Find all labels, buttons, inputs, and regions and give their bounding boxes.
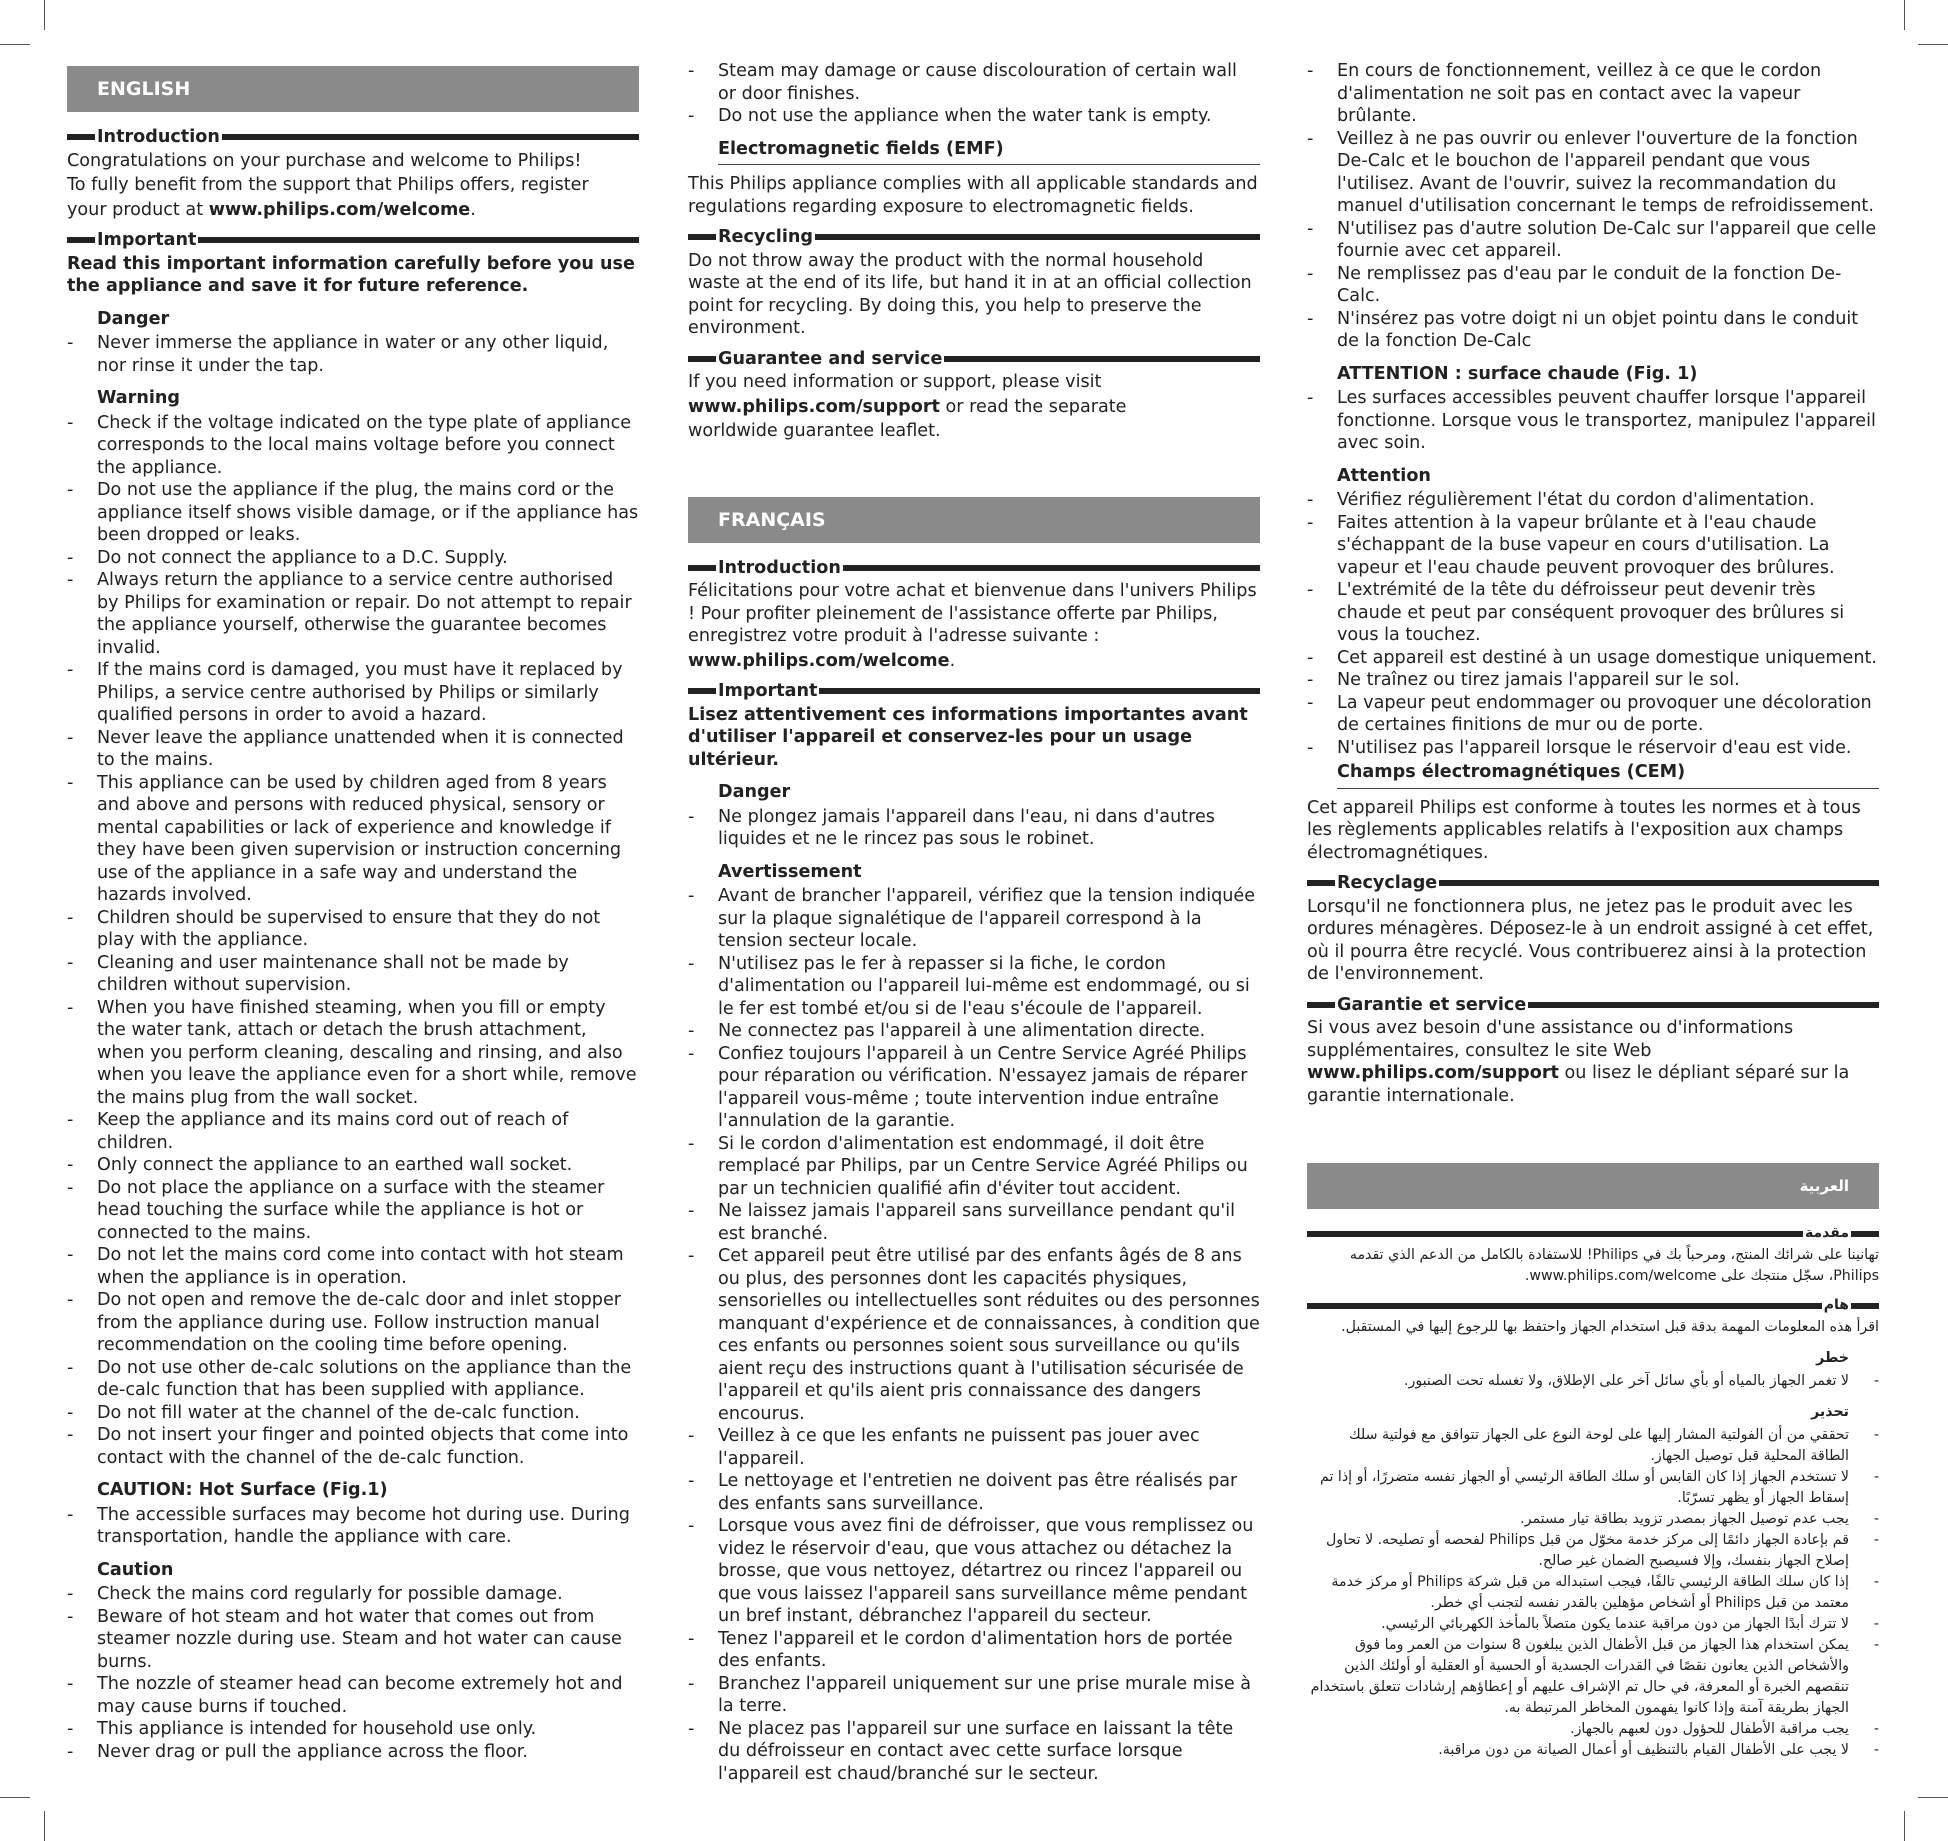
list-item: - This appliance can be used by children aged from 8 years and above and persons with reduced physical, sensory or mental capabilities or lack of experience and knowledge if they have been given supervision or instruction concerning use of the appliance in a safe way and understand the hazards involved. bbox=[67, 772, 639, 907]
attention-hot-list bbox=[1307, 387, 1879, 455]
subheading-warning: Warning bbox=[97, 388, 181, 408]
important-text-ar: اقرأ هذه المعلومات المهمة بدقة قبل استخدام الجهاز واحتفظ بها للرجوع إليها في المستقبل. bbox=[1341, 1319, 1879, 1335]
list-item: - Do not use the appliance if the plug, the mains cord or the appliance itself shows visible damage, or if the appliance has been dropped or leaks. bbox=[67, 479, 639, 547]
heading-guarantee: Guarantee and service bbox=[688, 348, 1260, 371]
arabic-content bbox=[1307, 1223, 1879, 1761]
attention-list bbox=[1307, 489, 1879, 759]
list-item: - Ne connectez pas l'appareil à une alimentation directe. bbox=[688, 1020, 1260, 1043]
subheading-danger-ar: خطر bbox=[1816, 1350, 1849, 1366]
warning-list-fr-continued bbox=[1307, 60, 1879, 353]
list-item: - Do not connect the appliance to a D.C. Supply. bbox=[67, 547, 639, 570]
list-item: - Faites attention à la vapeur brûlante et à l'eau chaude s'échappant de la buse vapeur en cours d'utilisation. La vapeur et l'eau chaude peuvent provoquer des brûlures. bbox=[1307, 512, 1879, 580]
list-item: - Les surfaces accessibles peuvent chauffer lorsque l'appareil fonctionne. Lorsque vous le transportez, manipulez l'appareil avec soin. bbox=[1307, 387, 1879, 455]
list-item: - Avant de brancher l'appareil, vérifiez que la tension indiquée sur la plaque signalétique de l'appareil correspond à la tension secteur locale. bbox=[688, 885, 1260, 953]
list-item: - La vapeur peut endommager ou provoquer une décoloration de certaines finitions de mur ou de porte. bbox=[1307, 692, 1879, 737]
warning-list bbox=[67, 412, 639, 1470]
list-item: - Never leave the appliance unattended when it is connected to the mains. bbox=[67, 727, 639, 772]
list-item: - لا تغمر الجهاز بالمياه أو بأي سائل آخر على الإطلاق، ولا تغسله تحت الصنبور. bbox=[1307, 1371, 1879, 1392]
emf-text: This Philips appliance complies with all applicable standards and regulations regarding exposure to electromagnetic fields. bbox=[688, 174, 1258, 217]
subheading-caution-hot-surface: CAUTION: Hot Surface (Fig.1) bbox=[97, 1480, 388, 1500]
warning-list-ar bbox=[1307, 1425, 1879, 1761]
crop-mark bbox=[1918, 44, 1948, 45]
subheading-warning-fr: Avertissement bbox=[718, 861, 862, 882]
list-item: - Cet appareil peut être utilisé par des enfants âgés de 8 ans ou plus, des personnes dont les capacités physiques, sensorielles ou intellectuelles sont réduites ou des personnes manquant d'expérience et de connaissances, à condition que ces enfants ou personnes soient sous surveillance ou qu'ils aient reçu des instructions quant à l'utilisation sécurisée de l'appareil et qu'ils aient pris connaissance des dangers encourus. bbox=[688, 1245, 1260, 1425]
list-item: - Beware of hot steam and hot water that comes out from steamer nozzle during use. Steam and hot water can cause burns. bbox=[67, 1606, 639, 1674]
danger-list bbox=[67, 332, 639, 377]
recycling-text: Do not throw away the product with the normal household waste at the end of its life, but hand it in at an official collection point for recycling. By doing this, you help to preserve the environment. bbox=[688, 250, 1252, 338]
list-item: - N'utilisez pas d'autre solution De-Calc sur l'appareil que celle fournie avec cet appareil. bbox=[1307, 218, 1879, 263]
list-item: - Do not fill water at the channel of the de-calc function. bbox=[67, 1402, 639, 1425]
list-item: - Do not place the appliance on a surface with the steamer head touching the surface while the appliance is hot or connected to the mains. bbox=[67, 1177, 639, 1245]
caution-list-continued bbox=[688, 60, 1260, 128]
subheading-attention-hot: ATTENTION : surface chaude (Fig. 1) bbox=[1337, 363, 1698, 384]
intro-line: Congratulations on your purchase and welcome to Philips! bbox=[67, 150, 582, 171]
list-item: - إذا كان سلك الطاقة الرئيسي تالفًا، فيجب استبداله من قبل شركة Philips أو مركز خدمة معتمد من قبل Philips أو أشخاص مؤهلين بالقدر نفسه لتجنب أي خطر. bbox=[1307, 1572, 1879, 1614]
list-item: - Cet appareil est destiné à un usage domestique uniquement. bbox=[1307, 647, 1879, 670]
list-item: - Check the mains cord regularly for possible damage. bbox=[67, 1583, 639, 1606]
crop-mark bbox=[1918, 1797, 1948, 1798]
list-item: - Never drag or pull the appliance across the floor. bbox=[67, 1741, 639, 1764]
heading-recyclage: Recyclage bbox=[1307, 872, 1879, 895]
intro-text-fr: Félicitations pour votre achat et bienvenue dans l'univers Philips ! Pour profiter pleinement de l'assistance offerte par Philips, enregistrez votre produit à l'adresse suivante : bbox=[688, 581, 1257, 646]
guarantee-line: worldwide guarantee leaflet. bbox=[688, 421, 941, 441]
list-item: - يجب مراقبة الأطفال للحؤول دون لعبهم بالجهاز. bbox=[1307, 1719, 1879, 1740]
list-item: - Ne laissez jamais l'appareil sans surveillance pendant qu'il est branché. bbox=[688, 1200, 1260, 1245]
list-item: - Keep the appliance and its mains cord out of reach of children. bbox=[67, 1109, 639, 1154]
list-item: - Confiez toujours l'appareil à un Centre Service Agréé Philips pour réparation ou vérification. N'essayez jamais de réparer l'appareil vous-même ; toute intervention indue entraîne l'annulation de la garantie. bbox=[688, 1043, 1260, 1133]
heading-important: Important bbox=[67, 229, 639, 252]
crop-mark bbox=[44, 1811, 45, 1841]
list-item: - Veillez à ne pas ouvrir ou enlever l'ouverture de la fonction De-Calc et le bouchon de l'appareil pendant que vous l'utilisez. Avant de l'ouvrir, suivez la recommandation du manuel d'utilisation concernant le temps de refroidissement. bbox=[1307, 128, 1879, 218]
subheading-emf: Electromagnetic fields (EMF) bbox=[718, 138, 1260, 166]
list-item: - L'extrémité de la tête du défroisseur peut devenir très chaude et peut par conséquent provoquer des brûlures si vous la touchez. bbox=[1307, 579, 1879, 647]
column-french-arabic bbox=[1307, 60, 1879, 1761]
subheading-cem: Champs électromagnétiques (CEM) bbox=[1337, 761, 1879, 789]
section-bar-french: FRANÇAIS bbox=[688, 497, 1260, 543]
column-english bbox=[67, 66, 639, 1763]
subheading-caution: Caution bbox=[97, 1559, 174, 1580]
crop-mark bbox=[0, 1797, 30, 1798]
list-item: - يمكن استخدام هذا الجهاز من قبل الأطفال الذين يبلغون 8 سنوات من العمر وما فوق والأشخاص الذين يعانون نقصًا في القدرات الجسدية أو الحسية أو العقلية أو أولئك الذين تنقصهم الخبرة أو المعرفة، في حال تم الإشراف عليهم أو إعطاؤهم إرشادات تتعلق باستخدام الجهاز بطريقة آمنة وإذا كانوا يفهمون المخاطر المرتبطة به. bbox=[1307, 1635, 1879, 1719]
list-item: - The accessible surfaces may become hot during use. During transportation, handle the appliance with care. bbox=[67, 1504, 639, 1549]
list-item: - Tenez l'appareil et le cordon d'alimentation hors de portée des enfants. bbox=[688, 1628, 1260, 1673]
list-item: - Ne placez pas l'appareil sur une surface en laissant la tête du défroisseur en contact avec cette surface lorsque l'appareil est chaud/branché sur le secteur. bbox=[688, 1718, 1260, 1786]
intro-link-line-fr: www.philips.com/welcome. bbox=[688, 650, 956, 671]
support-link[interactable]: www.philips.com/support bbox=[688, 396, 940, 417]
heading-introduction-fr: Introduction bbox=[688, 557, 1260, 580]
subheading-warning-ar: تحذير bbox=[1811, 1404, 1849, 1420]
list-item: - تحققي من أن الفولتية المشار إليها على لوحة النوع على الجهاز تتوافق مع فولتية سلك الطاقة المحلية قبل توصيل الجهاز. bbox=[1307, 1425, 1879, 1467]
heading-important-ar: هام bbox=[1307, 1295, 1879, 1316]
caution-hot-list bbox=[67, 1504, 639, 1549]
intro-text-ar: تهانينا على شرائك المنتج، ومرحباً بك في Philips! للاستفادة بالكامل من الدعم الذي تقدمه Philips، سجّل منتجك على www.philips.com/welcome. bbox=[1349, 1247, 1879, 1284]
heading-garantie: Garantie et service bbox=[1307, 994, 1879, 1017]
recyclage-text: Lorsqu'il ne fonctionnera plus, ne jetez pas le produit avec les ordures ménagères. Déposez-le à un endroit assigné à cet effet, où il pourra être recyclé. Vous contribuerez ainsi à la protection de l'environnement. bbox=[1307, 896, 1874, 984]
list-item: - En cours de fonctionnement, veillez à ce que le cordon d'alimentation ne soit pas en contact avec la vapeur brûlante. bbox=[1307, 60, 1879, 128]
list-item: - Always return the appliance to a service centre authorised by Philips for examination or repair. Do not attempt to repair the appliance yourself, otherwise the guarantee becomes invalid. bbox=[67, 569, 639, 659]
cem-text: Cet appareil Philips est conforme à toutes les normes et à tous les règlements applicables relatifs à l'exposition aux champs électromagnétiques. bbox=[1307, 797, 1861, 863]
support-link-fr[interactable]: www.philips.com/support bbox=[1307, 1063, 1559, 1083]
danger-list-fr bbox=[688, 806, 1260, 851]
intro-line: To fully benefit from the support that Philips offers, register bbox=[67, 175, 589, 195]
list-item: - Children should be supervised to ensure that they do not play with the appliance. bbox=[67, 907, 639, 952]
danger-list-ar bbox=[1307, 1371, 1879, 1392]
column-english-french bbox=[688, 60, 1260, 1785]
list-item: - Ne traînez ou tirez jamais l'appareil sur le sol. bbox=[1307, 669, 1879, 692]
list-item: - يجب عدم توصيل الجهاز بمصدر تزويد بطاقة تيار مستمر. bbox=[1307, 1509, 1879, 1530]
list-item: - N'insérez pas votre doigt ni un objet pointu dans le conduit de la fonction De-Calc bbox=[1307, 308, 1879, 353]
guarantee-line: If you need information or support, please visit bbox=[688, 372, 1102, 392]
important-text-fr: Lisez attentivement ces informations importantes avant d'utiliser l'appareil et conservez-les pour un usage ultérieur. bbox=[688, 704, 1248, 770]
list-item: - لا يجب على الأطفال القيام بالتنظيف أو أعمال الصيانة من دون مراقبة. bbox=[1307, 1740, 1879, 1761]
list-item: - Cleaning and user maintenance shall not be made by children without supervision. bbox=[67, 952, 639, 997]
list-item: - قم بإعادة الجهاز دائمًا إلى مركز خدمة مخوّل من قبل Philips لفحصه أو تصليحه. لا تحاول إصلاح الجهاز بنفسك، وإلا فسيصبح الضمان غير صالح. bbox=[1307, 1530, 1879, 1572]
welcome-link-fr[interactable]: www.philips.com/welcome bbox=[688, 650, 950, 671]
welcome-link[interactable]: www.philips.com/welcome bbox=[208, 199, 471, 220]
intro-line: your product at www.philips.com/welcome. bbox=[67, 199, 476, 220]
subheading-danger-fr: Danger bbox=[718, 782, 791, 802]
crop-mark bbox=[44, 0, 45, 30]
list-item: - The nozzle of steamer head can become extremely hot and may cause burns if touched. bbox=[67, 1673, 639, 1718]
list-item: - Veillez à ce que les enfants ne puissent pas jouer avec l'appareil. bbox=[688, 1425, 1260, 1470]
heading-important-fr: Important bbox=[688, 680, 1260, 703]
list-item: - If the mains cord is damaged, you must have it replaced by Philips, a service centre authorised by Philips or similarly qualified persons in order to avoid a hazard. bbox=[67, 659, 639, 727]
subheading-attention: Attention bbox=[1337, 465, 1431, 486]
list-item: - Do not use the appliance when the water tank is empty. bbox=[688, 105, 1260, 128]
list-item: - Check if the voltage indicated on the type plate of appliance corresponds to the local mains voltage before you connect the appliance. bbox=[67, 412, 639, 480]
list-item: - Never immerse the appliance in water or any other liquid, nor rinse it under the tap. bbox=[67, 332, 639, 377]
list-item: - Do not open and remove the de-calc door and inlet stopper from the appliance during use. Follow instruction manual recommendation on the cooling time before opening. bbox=[67, 1289, 639, 1357]
list-item: - Vérifiez régulièrement l'état du cordon d'alimentation. bbox=[1307, 489, 1879, 512]
guarantee-line: www.philips.com/support or read the separate bbox=[688, 396, 1127, 417]
list-item: - Do not let the mains cord come into contact with hot steam when the appliance is in operation. bbox=[67, 1244, 639, 1289]
list-item: - Only connect the appliance to an earthed wall socket. bbox=[67, 1154, 639, 1177]
crop-mark bbox=[1904, 1811, 1905, 1841]
list-item: - لا تستخدم الجهاز إذا كان القابس أو سلك الطاقة الرئيسي أو الجهاز نفسه متضررًا، أو إذا تم إسقاط الجهاز أو يظهر تسرّبًا. bbox=[1307, 1467, 1879, 1509]
list-item: - Lorsque vous avez fini de défroisser, que vous remplissez ou videz le réservoir d'eau, que vous attachez ou détachez la brosse, que vous nettoyez, détartrez ou rincez l'appareil ou que vous laissez l'appareil sans surveillance même pendant un bref instant, débranchez l'appareil du secteur. bbox=[688, 1515, 1260, 1628]
heading-recycling: Recycling bbox=[688, 226, 1260, 249]
section-bar-arabic: العربية bbox=[1307, 1163, 1879, 1209]
caution-list bbox=[67, 1583, 639, 1763]
heading-introduction-ar: مقدمة bbox=[1307, 1223, 1879, 1244]
list-item: - Le nettoyage et l'entretien ne doivent pas être réalisés par des enfants sans surveillance. bbox=[688, 1470, 1260, 1515]
section-bar-english: ENGLISH bbox=[67, 66, 639, 112]
list-item: - Ne remplissez pas d'eau par le conduit de la fonction De-Calc. bbox=[1307, 263, 1879, 308]
list-item: - لا تترك أبدًا الجهاز من دون مراقبة عندما يكون متصلاً بالمأخذ الكهربائي الرئيسي. bbox=[1307, 1614, 1879, 1635]
list-item: - Steam may damage or cause discolouration of certain wall or door finishes. bbox=[688, 60, 1260, 105]
crop-mark bbox=[0, 44, 30, 45]
list-item: - Si le cordon d'alimentation est endommagé, il doit être remplacé par Philips, par un Centre Service Agréé Philips ou par un technicien qualifié afin d'éviter tout accident. bbox=[688, 1133, 1260, 1201]
warning-list-fr bbox=[688, 885, 1260, 1785]
garantie-text: Si vous avez besoin d'une assistance ou d'informations supplémentaires, consultez le site Web www.philips.com/support ou lisez le dépliant séparé sur la garantie internationale. bbox=[1307, 1018, 1850, 1106]
heading-introduction: Introduction bbox=[67, 126, 639, 149]
list-item: - This appliance is intended for household use only. bbox=[67, 1718, 639, 1741]
list-item: - When you have finished steaming, when you fill or empty the water tank, attach or detach the brush attachment, when you perform cleaning, descaling and rinsing, and also when you leave the appliance even for a short while, remove the mains plug from the wall socket. bbox=[67, 997, 639, 1110]
list-item: - Do not use other de-calc solutions on the appliance than the de-calc function that has been supplied with appliance. bbox=[67, 1357, 639, 1402]
list-item: - Ne plongez jamais l'appareil dans l'eau, ni dans d'autres liquides et ne le rincez pas sous le robinet. bbox=[688, 806, 1260, 851]
list-item: - Do not insert your finger and pointed objects that come into contact with the channel of the de-calc function. bbox=[67, 1424, 639, 1469]
important-text: Read this important information carefully before you use the appliance and save it for future reference. bbox=[67, 253, 635, 296]
subheading-danger: Danger bbox=[97, 308, 170, 329]
list-item: - N'utilisez pas le fer à repasser si la fiche, le cordon d'alimentation ou l'appareil lui-même est endommagé, ou si le fer est tombé et/ou si de l'eau s'écoule de l'appareil. bbox=[688, 953, 1260, 1021]
list-item: - N'utilisez pas l'appareil lorsque le réservoir d'eau est vide. bbox=[1307, 737, 1879, 760]
list-item: - Branchez l'appareil uniquement sur une prise murale mise à la terre. bbox=[688, 1673, 1260, 1718]
crop-mark bbox=[1904, 0, 1905, 30]
